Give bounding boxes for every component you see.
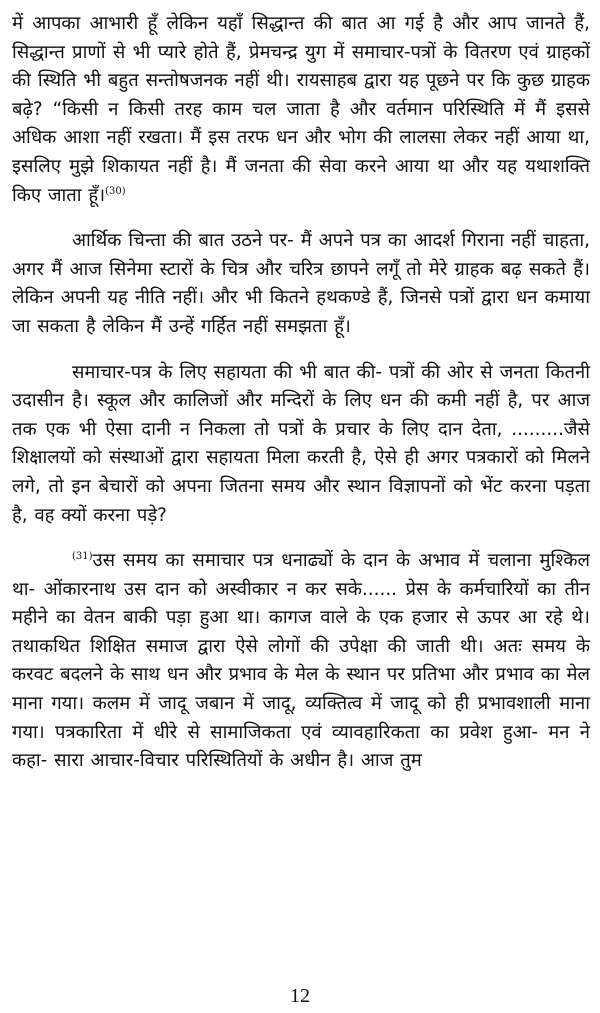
paragraph-1-text: में आपका आभारी हूँ लेकिन यहाँ सिद्धान्त की बात आ गई है और आप जानते हैं, सिद्धान्त प्राणों से भी प्यारे होते हैं, प्रेमचन्द्र युग में समाचार-पत्रों के वितरण एवं ग्राहकों की स्थिति भी बहुत सन्तोषजनक नहीं थी। रायसाहब द्वारा यह पूछने पर कि कुछ ग्राहक बढ़े? “किसी न किसी तरह काम चल जाता है और वर्तमान परिस्थिति में मैं इससे अधिक आशा नहीं रखता। मैं इस तरफ धन और भोग की लालसा लेकर नहीं आया था, इसलिए मुझे शिकायत नहीं है। मैं जनता की सेवा करने आया था और यह यथाशक्ति किए जाता हूँ। [12,13,590,206]
paragraph-4 [12,547,590,776]
paragraph-2-text: आर्थिक चिन्ता की बात उठने पर- मैं अपने पत्र का आदर्श गिराना नहीं चाहता, अगर मैं आज सिनेमा स्टारों के चित्र और चरित्र छापने लगूँ तो मेरे ग्राहक बढ़ सकते हैं। लेकिन अपनी यह नीति नहीं। और भी कितने हथकण्डे हैं, जिनसे पत्रों द्वारा धन कमाया जा सकता है लेकिन मैं उन्हें गर्हित नहीं समझता हूँ। [12,230,590,337]
paragraph-1 [12,10,590,210]
page-number: 12 [290,985,310,1007]
paragraph-2 [12,227,590,341]
footnote-ref-30: (30) [105,185,126,197]
paragraph-3-text: समाचार-पत्र के लिए सहायता की भी बात की- पत्रों की ओर से जनता कितनी उदासीन है। स्कूल और कालिजों और मन्दिरों के लिए धन की कमी नहीं है, पर आज तक एक भी ऐसा दानी न निकला तो पत्रों के प्रचार के लिए दान देता, .........जैसे शिक्षालयों को संस्थाओं द्वारा सहायता मिला करती है, ऐसे ही अगर पत्रकारों को मिलने लगे, तो इन बेचारों को अपना जितना समय और स्थान विज्ञापनों को भेंट करना पड़ता है, वह क्यों करना पड़े? [12,361,590,526]
paragraph-4-text: उस समय का समाचार पत्र धनाढ्यों के दान के अभाव में चलाना मुश्किल था- ओंकारनाथ उस दान को अस्वीकार न कर सके...... प्रेस के कर्मचारियों का तीन महीने का वेतन बाकी पड़ा हुआ था। कागज वाले के एक हजार से ऊपर आ रहे थे। तथाकथित शिक्षित समाज द्वारा ऐसे लोगों की उपेक्षा की जाती थी। अतः समय के करवट बदलने के साथ धन और प्रभाव के मेल के स्थान पर प्रतिभा और प्रभाव का मेल माना गया। कलम में जादू जबान में जादू, व्यक्तित्व में जादू को ही प्रभावशाली माना गया। पत्रकारिता में धीरे से सामाजिकता एवं व्यावहारिकता का प्रवेश हुआ- मन ने कहा- सारा आचार-विचार परिस्थितियों के अधीन है। आज तुम [12,550,590,772]
document-page [12,10,590,776]
footnote-ref-31: (31) [72,550,93,562]
paragraph-3 [12,359,590,531]
